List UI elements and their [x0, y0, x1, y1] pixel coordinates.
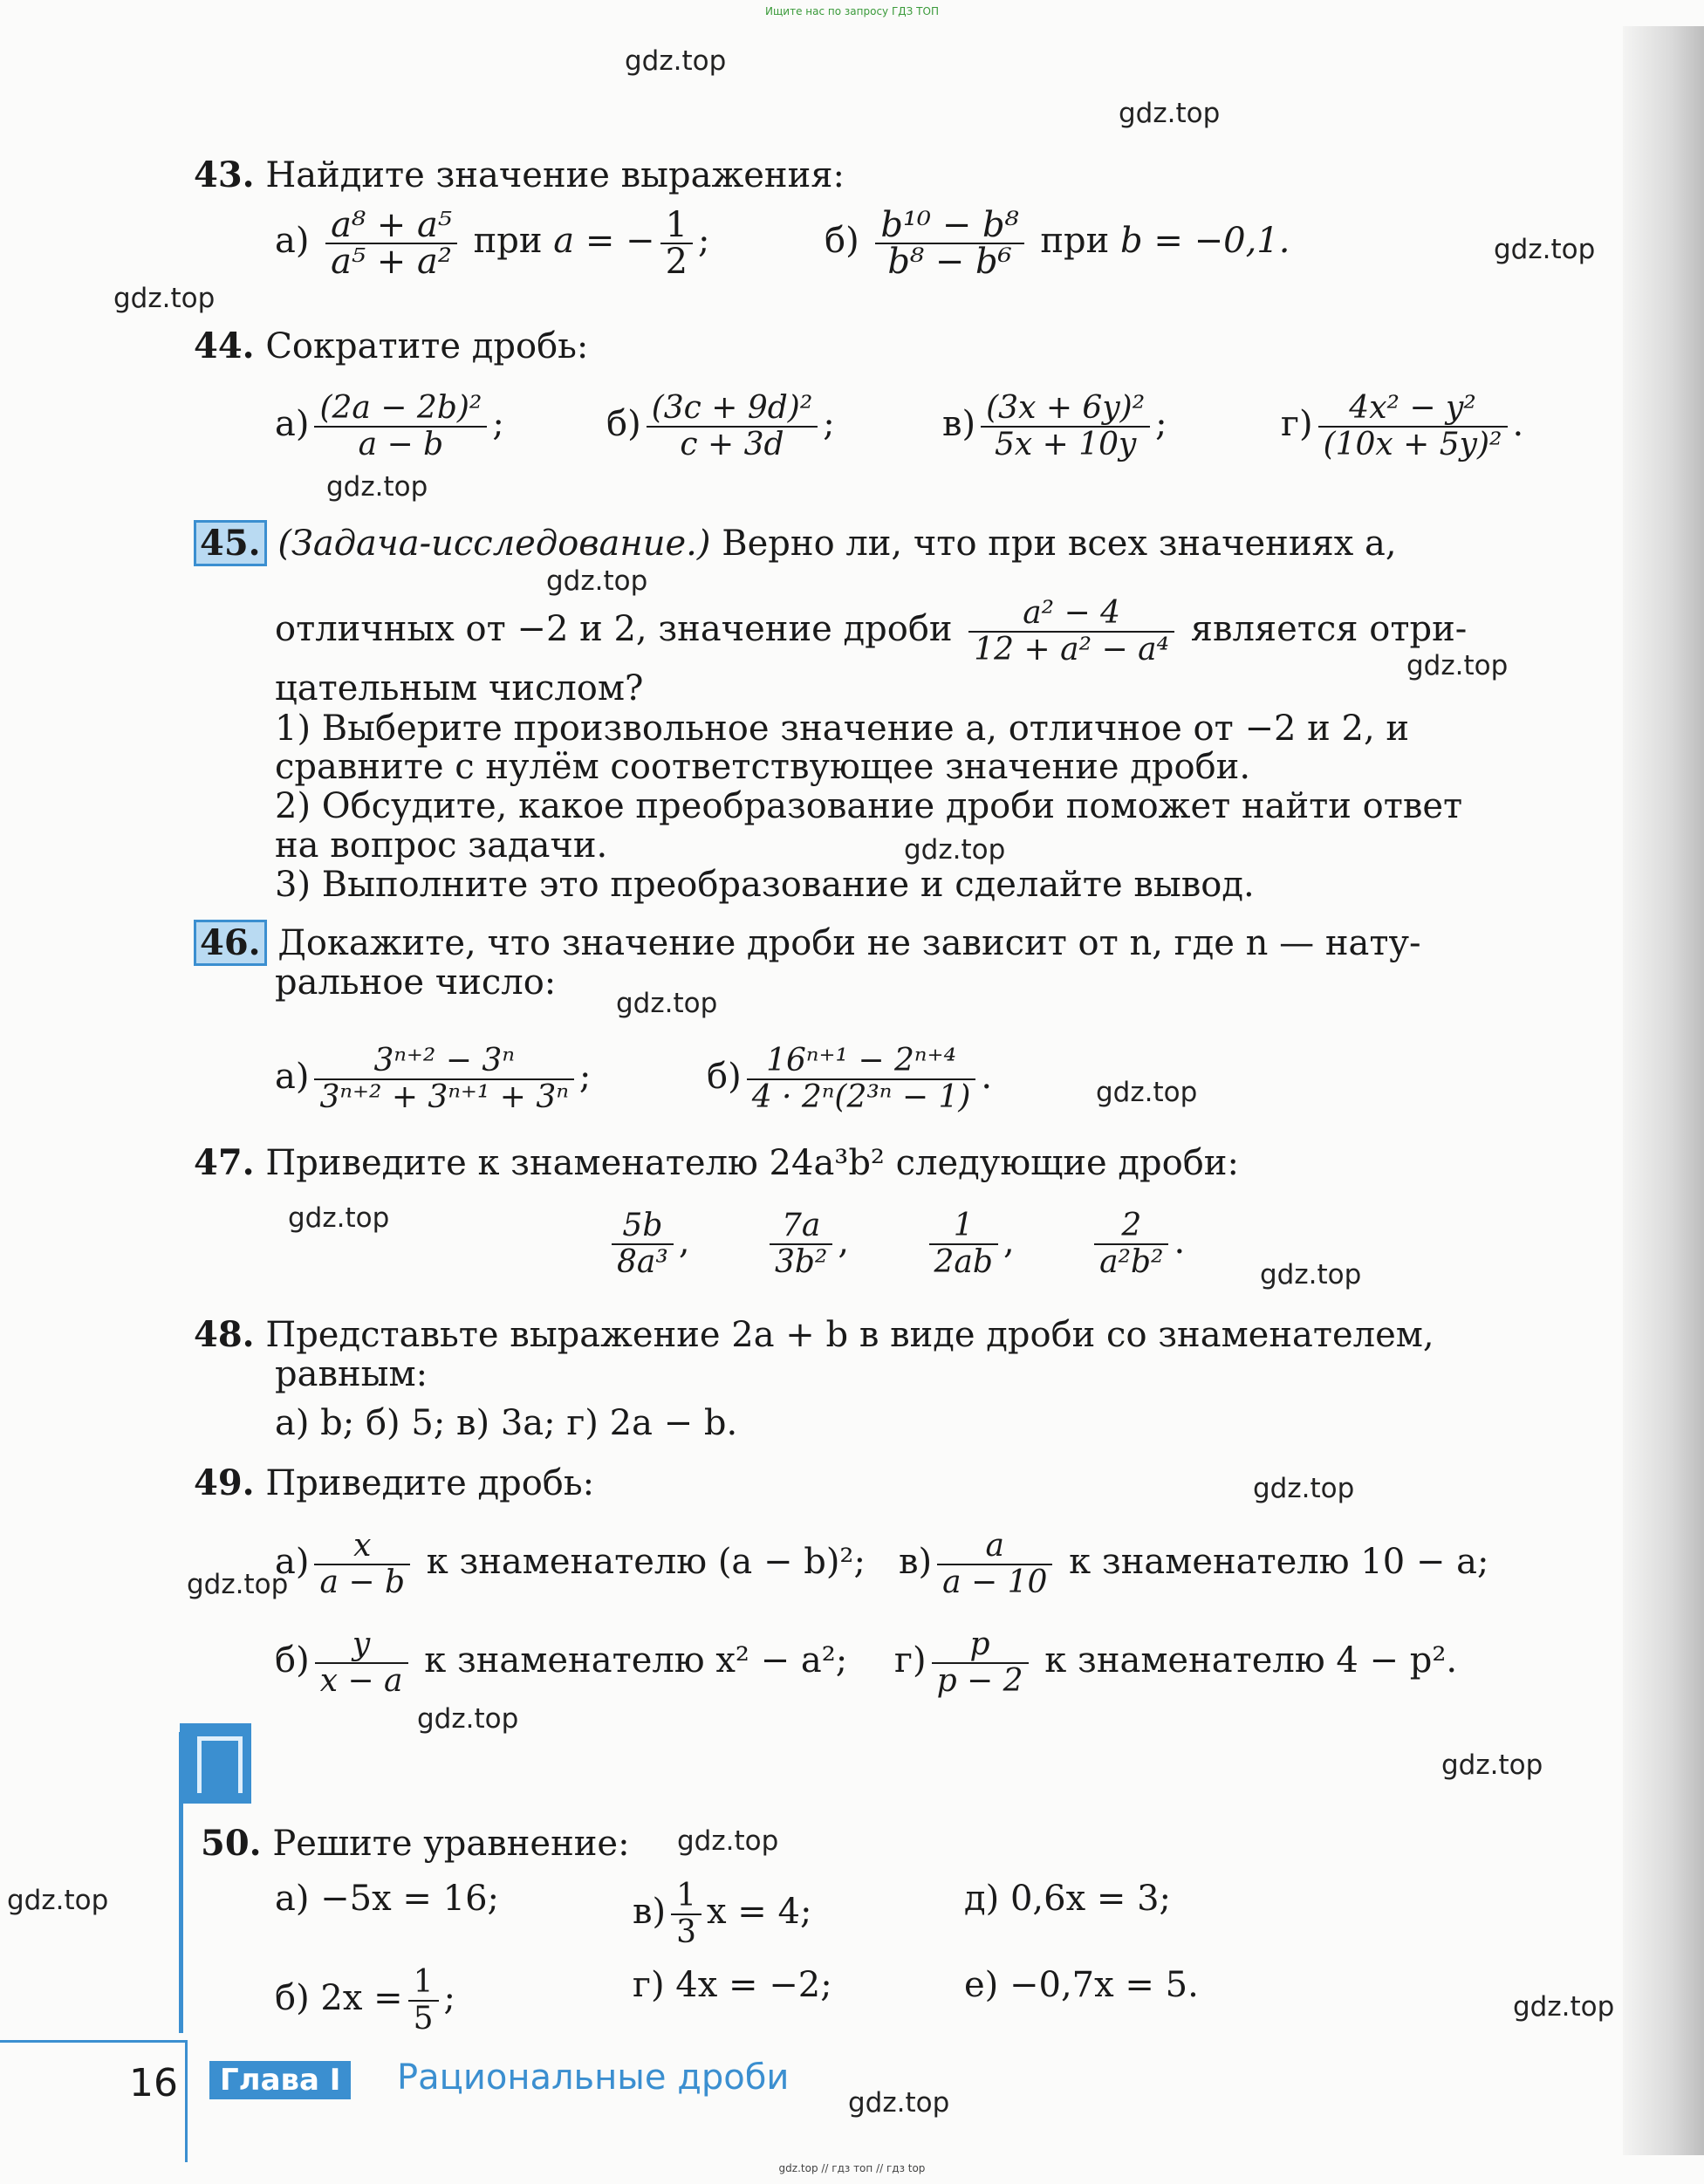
text-line: 3) Выполните это преобразование и сделайте вывод. [275, 865, 1255, 905]
watermark: gdz.top [677, 1825, 779, 1857]
problem-text: Найдите значение выражения: [265, 155, 845, 195]
problem-49: 49. Приведите дробь: [194, 1462, 595, 1503]
equation: д) 0,6x = 3; [964, 1879, 1171, 1919]
problem-43-a: а) $\frac{\text{a⁸ + a⁵}}{\text{a⁵ + a²}}$ при a = − $\frac{1}{2}$ ; [275, 205, 710, 282]
text-line: сравните с нулём соответствующее значение дроби. [275, 747, 1251, 787]
problem-44-d: г) $\frac{\text{4x² − y²}}{\text{(10x + 5y)²}}$ . [1281, 390, 1524, 462]
fraction: $\frac{\text{4x² − y²}}{\text{(10x + 5y)²}}$ [1318, 391, 1508, 462]
fraction: $\frac{a}{a - 10}$ [937, 1529, 1052, 1600]
watermark: gdz.top [546, 565, 648, 597]
problem-44-a: а) $\frac{\text{(2a − 2b)²}}{a - b}$ ; [275, 390, 504, 462]
fraction: $\frac{7a}{\text{3b²}}$ [770, 1208, 832, 1280]
problem-number: 43. [194, 154, 255, 195]
problem-number: 47. [194, 1142, 255, 1183]
text-line: а) b; б) 5; в) 3a; г) 2a − b. [275, 1403, 738, 1443]
problem-number: 44. [194, 325, 255, 366]
fraction: $\frac{\text{16ⁿ⁺¹ − 2ⁿ⁺⁴}}{\text{4 · 2ⁿ(2³ⁿ − 1)}}$ [747, 1044, 976, 1115]
fraction: $\frac{\text{(3x + 6y)²}}{5x + 10y}$ [981, 391, 1150, 462]
fraction: $\frac{\text{a⁸ + a⁵}}{\text{a⁵ + a²}}$ [325, 208, 457, 279]
problem-48: 48. Представьте выражение 2a + b в виде дроби со знаменателем, [194, 1314, 1434, 1355]
problem-49-b: б) $\frac{y}{x - a}$ к знаменателю x² − a²; [275, 1626, 848, 1699]
top-note: Ищите нас по запросу ГДЗ ТОП [765, 5, 939, 17]
watermark: gdz.top [288, 1202, 390, 1234]
chapter-title: Рациональные дроби [397, 2057, 790, 2098]
equation: а) −5x = 16; [275, 1879, 500, 1919]
problem-43-b [825, 205, 1290, 282]
problem-44-c: в) $\frac{\text{(3x + 6y)²}}{5x + 10y}$ ; [942, 390, 1167, 462]
text-line: 1) Выберите произвольное значение a, отличное от −2 и 2, и [275, 709, 1410, 749]
watermark: gdz.top [1096, 1077, 1198, 1108]
problem-49-c: в) $\frac{a}{a - 10}$ к знаменателю 10 − a; [899, 1528, 1489, 1600]
chapter-badge: Глава I [209, 2061, 351, 2099]
fraction: $\frac{p}{p - 2}$ [932, 1627, 1029, 1699]
problem-text: Сократите дробь: [265, 326, 589, 366]
bottom-note: gdz.top // гдз топ // гдз top [778, 2162, 926, 2174]
equation: е) −0,7x = 5. [964, 1965, 1199, 2005]
watermark: gdz.top [1260, 1259, 1362, 1291]
fraction: $\frac{2}{\text{a²b²}}$ [1094, 1208, 1168, 1280]
equation: в) $\frac{1}{3}$ x = 4; [633, 1878, 812, 1950]
watermark: gdz.top [1513, 1991, 1615, 2023]
watermark: gdz.top [1406, 650, 1509, 681]
equation: г) 4x = −2; [633, 1965, 832, 2005]
fraction: $\frac{\text{(3c + 9d)²}}{c + 3d}$ [647, 391, 818, 462]
problem-47-fractions: $\frac{5b}{\text{8a³}}$ , $\frac{7a}{\text{3b²}}$ , $\frac{1}{2ab}$ , $\frac{2}{\text{a²b²}}$ . [606, 1208, 1185, 1280]
watermark: gdz.top [616, 988, 718, 1019]
page-number: 16 [129, 2061, 178, 2105]
fraction: $\frac{1}{5}$ [408, 1965, 439, 2037]
watermark: gdz.top [1253, 1473, 1355, 1504]
watermark: gdz.top [417, 1703, 519, 1735]
problem-50: 50. Решите уравнение: [201, 1823, 630, 1864]
watermark: gdz.top [1119, 98, 1221, 129]
watermark: gdz.top [326, 471, 428, 503]
repeat-section-icon-glyph [197, 1736, 243, 1793]
page-edge-shadow [1623, 26, 1704, 2155]
condition: при [1040, 221, 1110, 261]
fraction: $\frac{\text{(2a − 2b)²}}{a - b}$ [314, 391, 487, 462]
item-label: а) [275, 221, 310, 261]
watermark: gdz.top [904, 834, 1006, 866]
text-line: равным: [275, 1354, 428, 1394]
fraction: $\frac{\text{3ⁿ⁺² − 3ⁿ}}{\text{3ⁿ⁺² + 3ⁿ⁺¹ + 3ⁿ}}$ [314, 1044, 573, 1115]
watermark: gdz.top [7, 1885, 109, 1916]
text-line: ральное число: [275, 962, 557, 1003]
problem-44 [194, 326, 588, 366]
fraction: $\frac{x}{a - b}$ [314, 1529, 410, 1600]
problem-number: 50. [201, 1823, 262, 1864]
problem-49-a: а) $\frac{x}{a - b}$ к знаменателю (a − b)²; [275, 1528, 866, 1600]
fraction: $\frac{y}{x - a}$ [315, 1627, 408, 1699]
text-line: на вопрос задачи. [275, 825, 608, 866]
fraction: $\frac{1}{2}$ [660, 208, 693, 279]
watermark: gdz.top [113, 283, 216, 314]
item-label: б) [825, 221, 859, 261]
watermark: gdz.top [187, 1569, 289, 1600]
value: b = −0,1. [1120, 221, 1290, 261]
equation: б) 2x = $\frac{1}{5}$ ; [275, 1964, 456, 2037]
fraction: $\frac{\text{b¹⁰ − b⁸}}{\text{b⁸ − b⁶}}$ [875, 208, 1023, 279]
problem-46-b: б) $\frac{\text{16ⁿ⁺¹ − 2ⁿ⁺⁴}}{\text{4 · 2ⁿ(2³ⁿ − 1)}}$ . [707, 1043, 993, 1115]
footer-rule-vertical [185, 2040, 188, 2162]
text-line: 2) Обсудите, какое преобразование дроби поможет найти ответ [275, 786, 1463, 826]
watermark: gdz.top [625, 45, 727, 77]
variable: a = − [553, 221, 655, 261]
watermark: gdz.top [848, 2087, 950, 2119]
text-line: цательным числом? [275, 668, 644, 709]
problem-44-b: б) $\frac{\text{(3c + 9d)²}}{c + 3d}$ ; [606, 390, 835, 462]
problem-title: (Задача-исследование.) [277, 524, 711, 564]
fraction: $\frac{1}{3}$ [671, 1879, 701, 1950]
problem-number-highlighted: 46. [194, 920, 267, 966]
problem-number: 48. [194, 1314, 255, 1355]
fraction: $\frac{\text{a² − 4}}{\text{12 + a² − a⁴}}$ [968, 596, 1174, 668]
problem-49-d: г) $\frac{p}{p - 2}$ к знаменателю 4 − p². [894, 1626, 1458, 1699]
problem-number: 49. [194, 1462, 255, 1503]
problem-45-line2: отличных от −2 и 2, значение дроби $\frac{\text{a² − 4}}{\text{12 + a² − a⁴}}$ является отри- [275, 595, 1468, 668]
condition: при [473, 221, 543, 261]
fraction: $\frac{1}{2ab}$ [929, 1208, 998, 1280]
watermark: gdz.top [1494, 234, 1596, 265]
problem-46-a: а) $\frac{\text{3ⁿ⁺² − 3ⁿ}}{\text{3ⁿ⁺² + 3ⁿ⁺¹ + 3ⁿ}}$ ; [275, 1043, 592, 1115]
problem-46-line1: 46. Докажите, что значение дроби не зависит от n, где n — нату- [194, 923, 1421, 963]
fraction: $\frac{5b}{\text{8a³}}$ [612, 1208, 674, 1280]
problem-45-line1: 45. (Задача-исследование.) Верно ли, что при всех значениях a, [194, 524, 1397, 564]
problem-43 [194, 155, 845, 195]
footer-rule [0, 2040, 188, 2043]
problem-47: 47. Приведите к знаменателю 24a³b² следующие дроби: [194, 1142, 1239, 1183]
watermark: gdz.top [1441, 1749, 1543, 1781]
problem-number-highlighted: 45. [194, 520, 267, 566]
